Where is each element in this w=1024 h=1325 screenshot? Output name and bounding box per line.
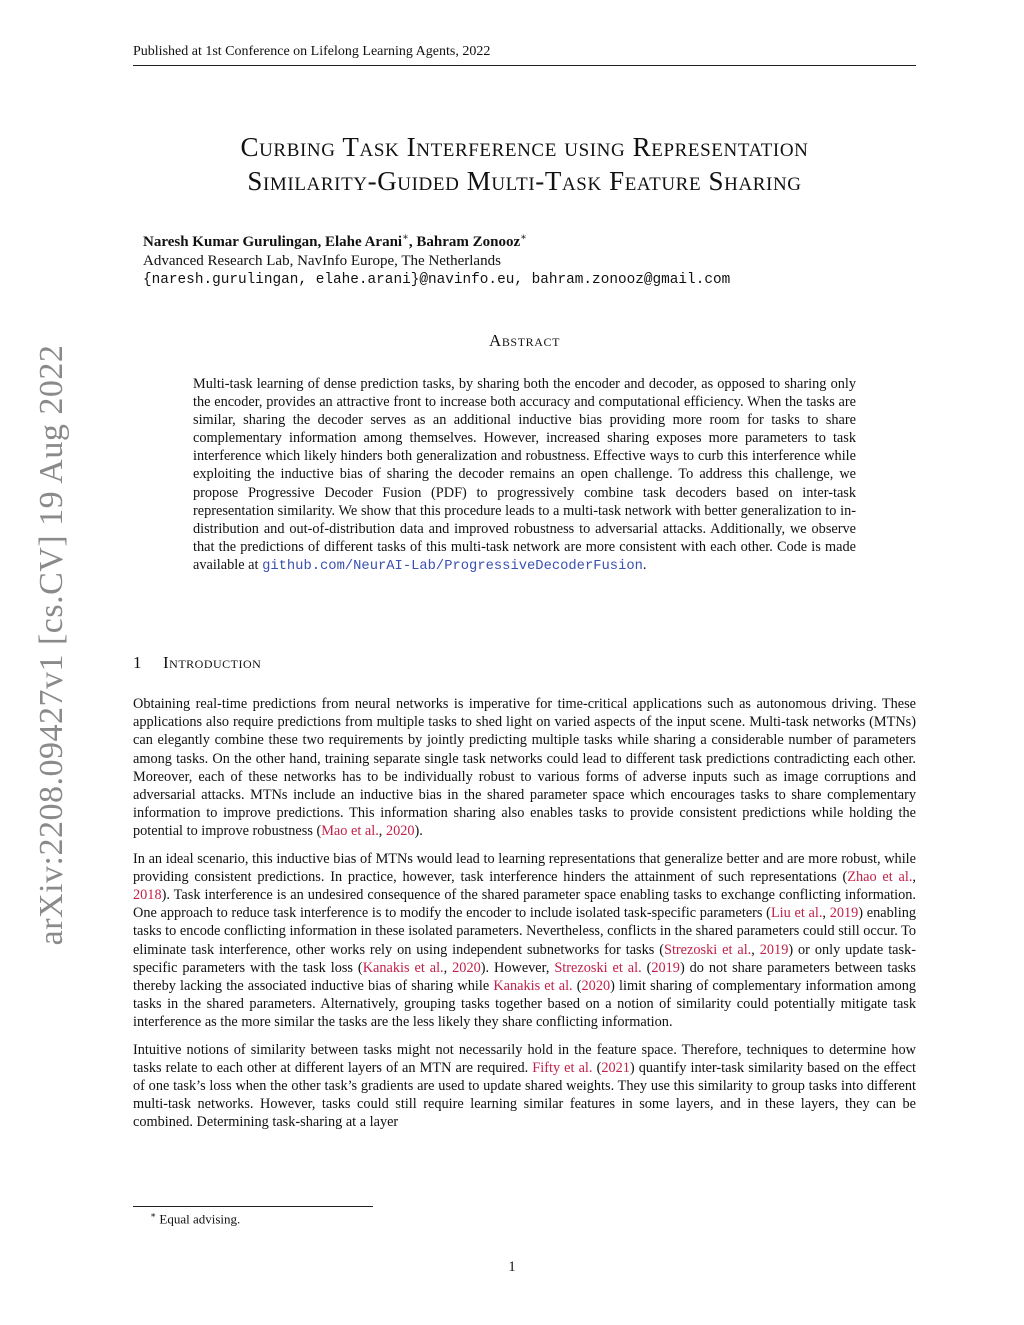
running-header: Published at 1st Conference on Lifelong Learning Agents, 2022 (133, 44, 916, 66)
author-names (143, 228, 913, 252)
page-number: 1 (508, 1259, 516, 1275)
paragraph-text: ). (414, 823, 423, 840)
arxiv-identifier: arXiv:2208.09427v1 [cs.CV] 19 Aug 2022 (33, 344, 70, 946)
paragraph-text: , (822, 905, 830, 922)
author-emails: {naresh.gurulingan, elahe.arani}@navinfo.eu, bahram.zonooz@gmail.com (143, 272, 731, 288)
citation-link[interactable]: Zhao et al. (847, 868, 913, 885)
paragraph-text: ) limit sharing of complementary information among tasks in the shared parameters. Alternatively, grouping tasks together based on a notion of similarity could potentially mitigate task interference as the more similar the tasks are the less likely they share conflicting information. (133, 978, 916, 1031)
paragraph (133, 1041, 916, 1132)
code-link[interactable]: github.com/NeurAI-Lab/ProgressiveDecoderFusion (262, 558, 643, 574)
paragraph-text: ). However, (480, 959, 555, 976)
citation-link[interactable]: 2019 (829, 905, 859, 922)
citation-link[interactable]: Mao et al. (321, 823, 379, 840)
author-block (143, 228, 913, 290)
abstract-body (193, 375, 856, 576)
paragraph (133, 850, 916, 1032)
paper-title (133, 130, 916, 198)
paragraph-text: , (751, 941, 760, 958)
citation-link[interactable]: Fifty et al. (532, 1059, 593, 1076)
introduction-body (133, 695, 916, 1141)
paragraph (133, 695, 916, 841)
paragraph-text: ( (572, 978, 582, 995)
abstract-text: Multi-task learning of dense prediction tasks, by sharing both the encoder and decoder, as opposed to sharing only the encoder, provides an attractive front to increase both accuracy and computational efficiency. When the tasks are similar, sharing the decoder serves as an additional inductive bias providing more room for tasks to share complementary information among themselves. However, increased sharing exposes more parameters to task interference which likely hinders both generalization and robustness. Effective ways to curb this interference while exploiting the inductive bias of sharing the decoder remains an open challenge. To address this challenge, we propose Progressive Decoder Fusion (PDF) to progressively combine task decoders based on inter-task representation similarity. We show that this procedure leads to a multi-task network with better generalization to in-distribution and out-of-distribution data and improved robustness to adversarial attacks. Additionally, we observe that the predictions of different tasks of this multi-task network are more consistent with each other. Code is made available at (193, 376, 856, 573)
paragraph-text: Obtaining real-time predictions from neural networks is imperative for time-critical applications such as autonomous driving. These applications also require predictions from multiple tasks to shed light on varied aspects of the input scene. Multi-task networks (MTNs) can elegantly combine these two requirements by jointly predicting multiple tasks while sharing a considerable number of parameters among tasks. On the other hand, training separate single task networks could lead to different task predictions contradicting each other. Moreover, each of these networks has to be individually robust to various forms of adverse inputs such as image corruptions and adversarial attacks. MTNs include an inductive bias in the shared parameter space which encourages tasks to share complementary information to improve predictions. This information sharing also enables tasks to provide consistent predictions while holding the potential to improve robustness ( (133, 696, 916, 840)
section-title: Introduction (163, 653, 262, 672)
title-line-1: Curbing Task Interference using Representation (240, 132, 809, 162)
author-names-1: Naresh Kumar Gurulingan, Elahe Arani (143, 234, 403, 250)
citation-link[interactable]: 2020 (581, 978, 611, 995)
abstract-heading: Abstract (488, 331, 561, 350)
paragraph-text: , (378, 823, 386, 840)
title-line-2: Similarity-Guided Multi-Task Feature Sharing (247, 166, 802, 196)
paragraph-text: , (443, 959, 453, 976)
paragraph-text: ) quantify inter-task similarity based on the effect of one task’s loss when the other task’s gradients are used to update shared weights. They use this similarity to group tasks into different multi-task networks. However, tasks could still require learning similar features in some layers, and in these layers, they can be combined. Determining task-sharing at a layer (133, 1059, 916, 1131)
equal-advising-mark: ∗ (520, 232, 527, 243)
citation-link[interactable]: Liu et al. (770, 905, 823, 922)
paragraph-text: ( (592, 1059, 602, 1076)
citation-link[interactable]: 2019 (759, 941, 789, 958)
footnote (150, 1210, 240, 1227)
citation-link[interactable]: 2020 (385, 823, 415, 840)
footnote-mark: ∗ (150, 1210, 157, 1220)
paragraph-text: , (912, 868, 916, 885)
author-names-2: , Bahram Zonooz (408, 234, 521, 250)
section-number: 1 (133, 653, 142, 672)
paragraph-text: ( (641, 959, 652, 976)
citation-link[interactable]: Strezoski et al. (554, 959, 642, 976)
citation-link[interactable]: Strezoski et al. (664, 941, 752, 958)
abstract-period: . (642, 556, 647, 573)
footnote-text: Equal advising. (156, 1211, 241, 1227)
paragraph-text: ) or only update task-specific parameters with the task loss ( (133, 941, 916, 976)
paragraph-text: ). Task interference is an undesired consequence of the shared parameter space enabling tasks to exchange conflicting information. One approach to reduce task interference is to modify the encoder to include isolated task-specific parameters ( (133, 887, 916, 922)
paragraph-text: In an ideal scenario, this inductive bias of MTNs would lead to learning representations that generalize better and are more robust, while providing consistent predictions. In practice, however, task interference hinders the attainment of such representations ( (133, 850, 916, 885)
citation-link[interactable]: Kanakis et al. (493, 978, 573, 995)
paragraph-text: Intuitive notions of similarity between tasks might not necessarily hold in the feature space. Therefore, techniques to determine how tasks relate to each other at different layers of an MTN are required. (133, 1041, 916, 1076)
citation-link[interactable]: 2021 (601, 1059, 630, 1076)
citation-link[interactable]: 2019 (651, 959, 680, 976)
equal-advising-mark: ∗ (402, 232, 409, 243)
citation-link[interactable]: 2018 (133, 887, 162, 904)
affiliation: Advanced Research Lab, NavInfo Europe, The Netherlands (143, 253, 501, 269)
paragraph-text: ) enabling tasks to encode conflicting information in these isolated parameters. Nevertheless, conflicts in the shared parameters could still occur. To eliminate task interference, other works rely on using independent subnetworks for tasks ( (133, 905, 916, 958)
footnote-divider (133, 1206, 373, 1207)
section-heading (133, 653, 533, 673)
paragraph-text: ) do not share parameters between tasks thereby lacking the associated inductive bias of sharing while (133, 959, 916, 995)
citation-link[interactable]: Kanakis et al. (362, 959, 444, 976)
citation-link[interactable]: 2020 (452, 959, 481, 976)
